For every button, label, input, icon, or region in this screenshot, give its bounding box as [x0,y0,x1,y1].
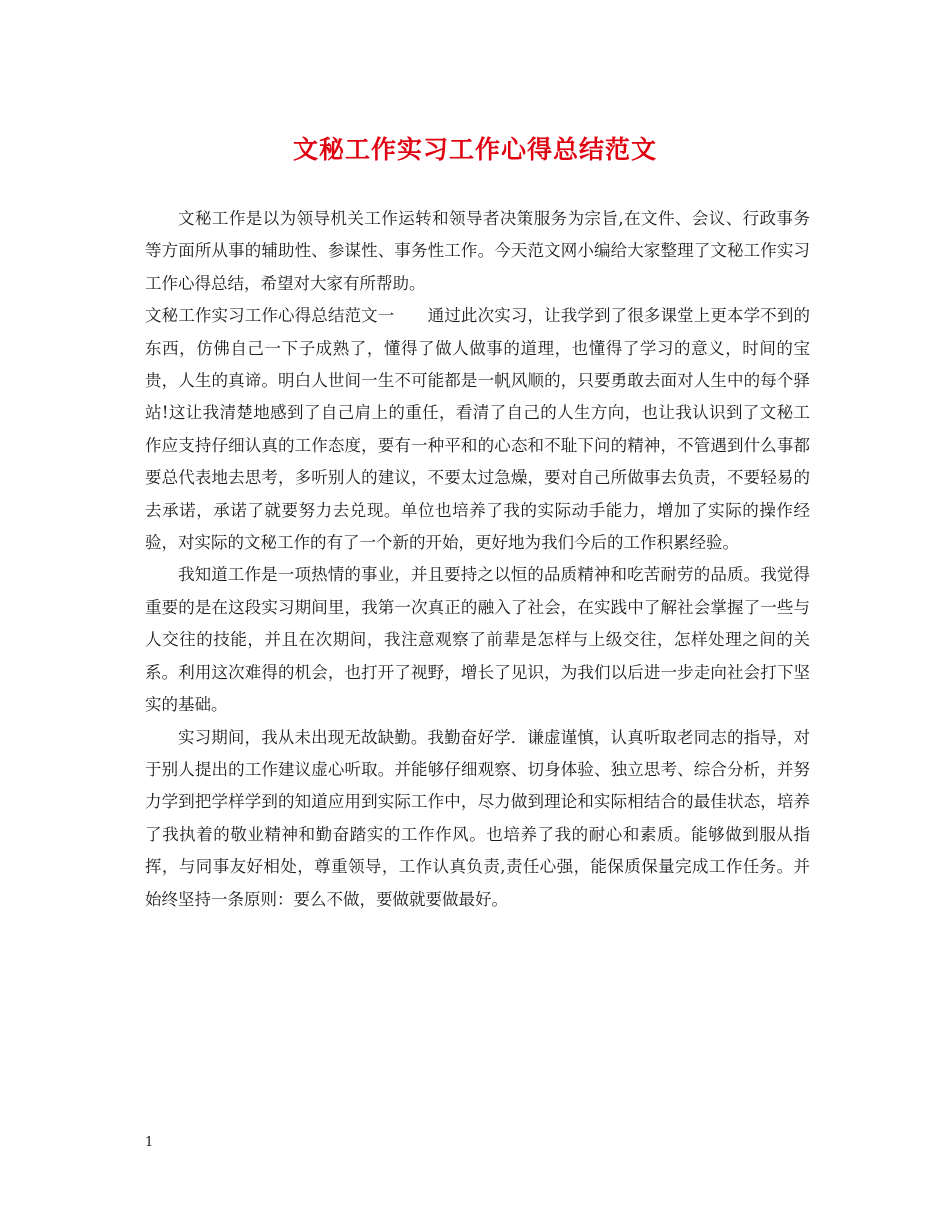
page-number: 1 [145,1135,154,1150]
document-title: 文秘工作实习工作心得总结范文 [292,135,657,164]
section-one-paragraph: 文秘工作实习工作心得总结范文一 通过此次实习，让我学到了很多课堂上更本学不到的东西，仿佛自己一下子成熟了，懂得了做人做事的道理，也懂得了学习的意义，时间的宝贵，人生的真谛。明白人世间一生不可能都是一帆风顺的，只要勇敢去面对人生中的每个驿站!这让我清楚地感到了自己肩上的重任，看清了自己的人生方向，也让我认识到了文秘工作应支持仔细认真的工作态度，要有一种平和的心态和不耻下问的精神，不管遇到什么事都要总代表地去思考，多听别人的建议，不要太过急燥，要对自己所做事去负责，不要轻易的去承诺，承诺了就要努力去兑现。单位也培养了我的实际动手能力，增加了实际的操作经验，对实际的文秘工作的有了一个新的开始，更好地为我们今后的工作积累经验。 [145,306,810,553]
document-body [145,203,810,916]
internship-conduct-paragraph: 实习期间，我从未出现无故缺勤。我勤奋好学．谦虚谨慎，认真听取老同志的指导，对于别人提出的工作建议虚心听取。并能够仔细观察、切身体验、独立思考、综合分析，并努力学到把学样学到的知道应用到实际工作中，尽力做到理论和实际相结合的最佳状态，培养了我执着的敬业精神和勤奋踏实的工作作风。也培养了我的耐心和素质。能够做到服从指挥，与同事友好相处，尊重领导，工作认真负责,责任心强，能保质保量完成工作任务。并始终坚持一条原则：要么不做，要做就要做最好。 [145,727,810,909]
work-attitude-paragraph: 我知道工作是一项热情的事业，并且要持之以恒的品质精神和吃苦耐劳的品质。我觉得重要的是在这段实习期间里，我第一次真正的融入了社会，在实践中了解社会掌握了一些与人交往的技能，并且在次期间，我注意观察了前辈是怎样与上级交往，怎样处理之间的关系。利用这次难得的机会，也打开了视野，增长了见识，为我们以后进一步走向社会打下坚实的基础。 [145,565,810,715]
intro-paragraph: 文秘工作是以为领导机关工作运转和领导者决策服务为宗旨,在文件、会议、行政事务等方面所从事的辅助性、参谋性、事务性工作。今天范文网小编给大家整理了文秘工作实习工作心得总结，希望对大家有所帮助。 [145,209,810,293]
